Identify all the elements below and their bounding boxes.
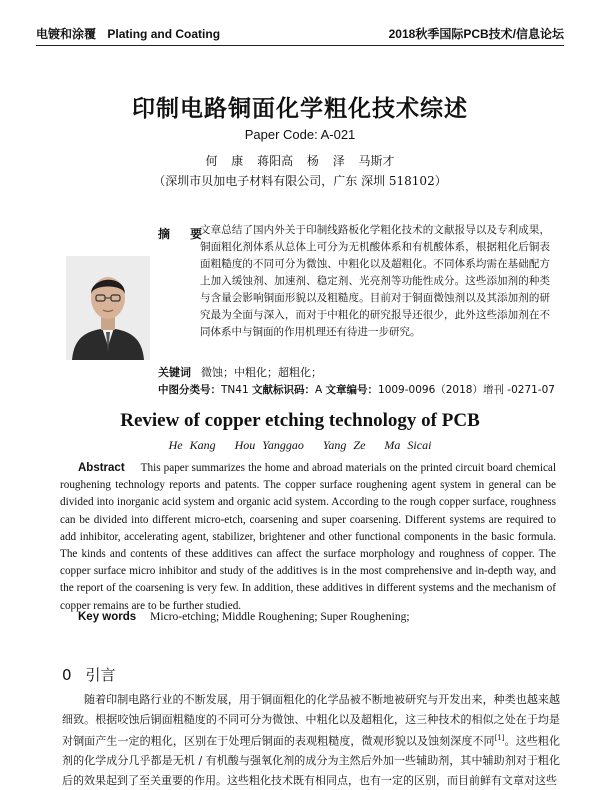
running-header (36, 20, 564, 46)
keywords-en-text: Micro-etching; Middle Roughening; Super Roughening; (150, 611, 410, 623)
keywords-cn (158, 364, 322, 380)
authors-cn: 何 康 蒋阳高 杨 泽 马斯才 (205, 154, 395, 168)
journal-name-cn: 电镀和涂覆 (36, 27, 97, 41)
author-photo (66, 256, 150, 360)
paper-title-en: Review of copper etching technology of PCB (120, 410, 480, 431)
article-number-label: 文章编号： (325, 384, 379, 396)
section-number: 0 (62, 666, 72, 684)
authors-en (0, 438, 600, 453)
abstract-cn-text: 文章总结了国内外关于印制线路板化学粗化技术的文献报导以及专利成果，铜面粗化剂体系从总体上可分为无机酸体系和有机酸体系，根据粗化后铜表面粗糙度的不同可分为微蚀、中粗化以及超粗化。不同体系均需在基础配方上加入缓蚀剂、加速剂、稳定剂、光亮剂等功能性成分。这些添加剂的种类与含量会影响铜面形貌以及粗糙度。目前对于铜面微蚀剂以及其添加剂的研究最为全面与深入，而对于中粗化的研究报导还很少，此外这些添加剂在不同体系中与铜面的作用机理还有待进一步研究。 (200, 224, 550, 338)
abstract-cn-label: 摘 要 (158, 227, 211, 241)
abstract-en (60, 460, 556, 615)
author-portrait-image (66, 256, 150, 360)
article-number-value: 1009-0096（2018）增刊 -0271-07 (378, 384, 555, 396)
affiliation-cn: （深圳市贝加电子材料有限公司，广东 深圳 518102） (153, 174, 447, 188)
author-en: Hou Yanggao (234, 438, 304, 452)
clc-label: 中图分类号： (158, 384, 221, 396)
clc-value: TN41 (221, 384, 249, 396)
keywords-en (78, 611, 410, 623)
body-text-continued: 。这些粗化剂的化学成分几乎都是无机 / 有机酸与强氧化剂的成分为主然后外加一些辅助剂，其中辅助剂对于粗化后的效果起到了至关重要的作用。这些粗化技术既有相同点，也有一定的区别，而目前鲜有文章对这些 (62, 734, 561, 787)
paper-code: Paper Code: A-021 (244, 127, 356, 142)
author-en: Ma Sicai (384, 438, 432, 452)
abstract-en-text: This paper summarizes the home and abroad materials on the printed circuit board chemical roughening technology reports and patents. The copper surface roughening agent system in general can be divided into inorganic acid system and organic acid system. According to the rough copper surface, roughness can be divided into different micro-etch, coarsening and super coarsening. Different systems are required to add inhibitor, accelerating agent, stabilizer, brightener and other functional components in the basic formula. The kinds and contents of these additives can affect the surface morphology and roughness of copper. The copper surface micro inhibitor and study of the additives is in the most comprehensive and in-depth way, and the report of the coarsening is very few. In addition, these additives in different systems and the mechanism of copper remains are to be further studied. (60, 462, 556, 612)
keywords-en-label: Key words (78, 611, 137, 623)
conference-name: 2018秋季国际PCB技术/信息论坛 (388, 27, 564, 41)
section-heading (62, 664, 116, 685)
body-text: 随着印制电路行业的不断发展，用于铜面粗化的化学品被不断地被研究与开发出来，种类也越来越细致。根据咬蚀后铜面粗糙度的不同可分为微蚀、中粗化以及超粗化，这三种技术的相似之处在于均是对铜面产生一定的粗化，区别在于处理后铜面的表观粗糙度，微观形貌以及蚀刻深度不同 (62, 693, 560, 748)
author-en: He Kang (168, 438, 216, 452)
classification-line (158, 382, 555, 397)
keywords-cn-label: 关键词 (158, 366, 191, 379)
abstract-en-label: Abstract (78, 462, 125, 474)
paper-title-cn: 印制电路铜面化学粗化技术综述 (132, 96, 468, 122)
doc-code-value: A (314, 384, 323, 396)
citation-ref[interactable]: [1] (494, 734, 505, 742)
author-en: Yang Ze (322, 438, 366, 452)
body-paragraph (62, 690, 560, 790)
journal-name-en: Plating and Coating (107, 27, 221, 41)
doc-code-label: 文献标识码： (251, 384, 315, 396)
keywords-cn-text: 微蚀；中粗化；超粗化； (201, 366, 322, 379)
section-title: 引言 (85, 666, 116, 684)
